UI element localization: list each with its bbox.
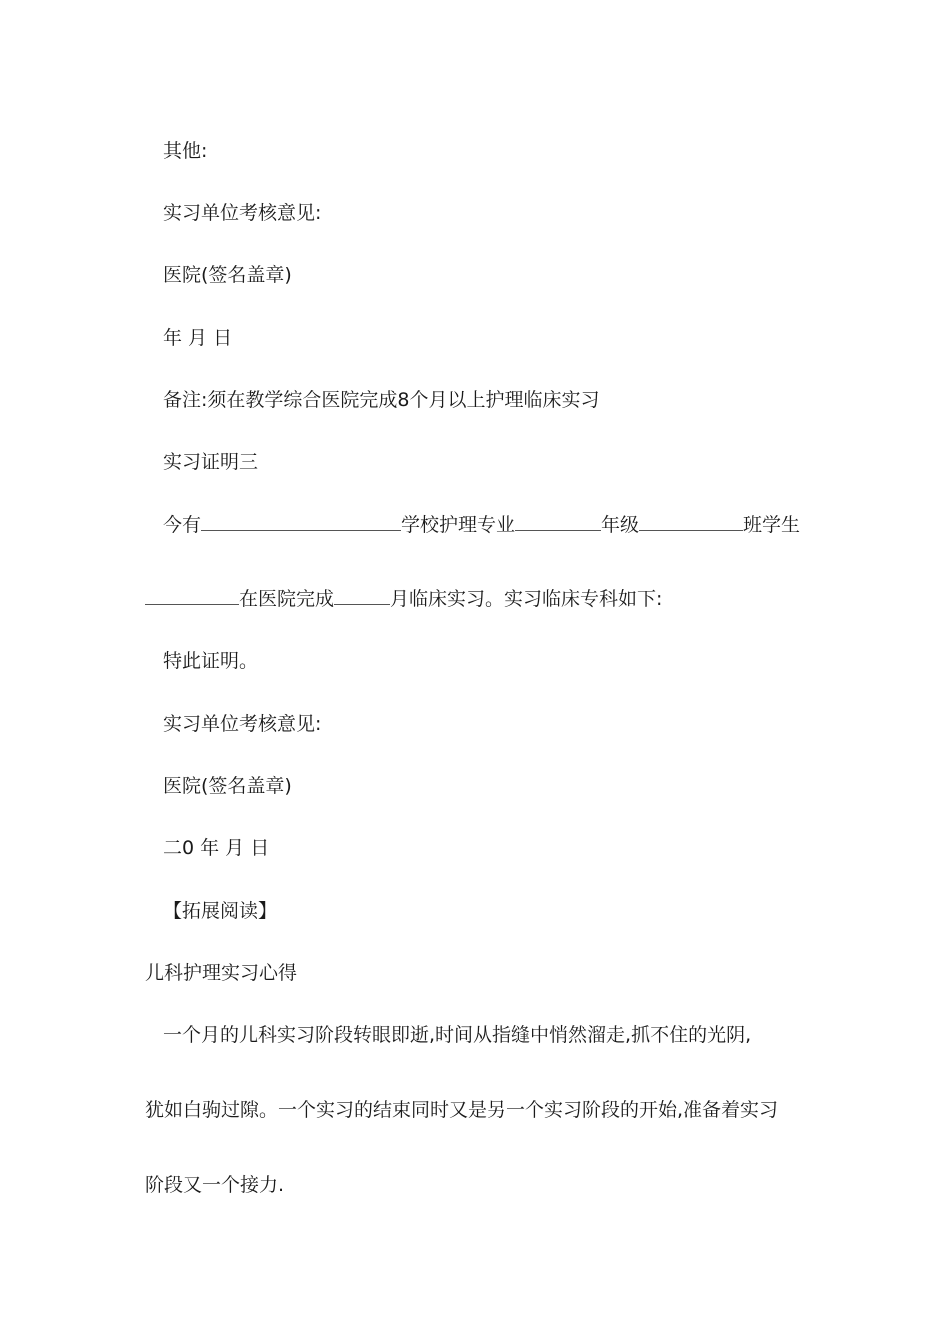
date-line: 年 月 日 — [163, 327, 233, 349]
date-line: 二0 年 月 日 — [163, 837, 270, 859]
fill-blank-class — [639, 512, 743, 531]
article-paragraph: 阶段又一个接力. — [145, 1174, 285, 1196]
proof-line-2 — [145, 586, 662, 612]
section-title: 实习证明三 — [163, 451, 259, 473]
proof-line-1 — [163, 512, 800, 538]
signature-line: 医院(签名盖章) — [163, 775, 292, 797]
fill-blank-grade — [515, 512, 601, 531]
fill-blank-student — [145, 586, 239, 605]
fill-blank-months — [334, 586, 390, 605]
proof-text: 学校护理专业 — [401, 514, 516, 536]
proof-text: 月临床实习。实习临床专科如下: — [390, 588, 663, 610]
fill-blank-name — [201, 512, 401, 531]
remark-line: 备注:须在教学综合医院完成8个月以上护理临床实习 — [163, 389, 600, 411]
article-paragraph: 犹如白驹过隙。一个实习的结束同时又是另一个实习阶段的开始,准备着实习 — [145, 1099, 779, 1121]
proof-text: 今有 — [163, 514, 202, 536]
proof-text: 年级 — [601, 514, 640, 536]
proof-text: 在医院完成 — [239, 588, 335, 610]
other-label: 其他: — [163, 140, 208, 162]
review-label: 实习单位考核意见: — [163, 202, 322, 224]
review-label: 实习单位考核意见: — [163, 713, 322, 735]
article-title: 儿科护理实习心得 — [145, 962, 298, 984]
extended-reading-heading: 【拓展阅读】 — [163, 900, 278, 922]
proof-text: 班学生 — [743, 514, 801, 536]
signature-line: 医院(签名盖章) — [163, 264, 292, 286]
article-paragraph: 一个月的儿科实习阶段转眼即逝,时间从指缝中悄然溜走,抓不住的光阴, — [163, 1024, 752, 1046]
certify-line: 特此证明。 — [163, 650, 259, 672]
